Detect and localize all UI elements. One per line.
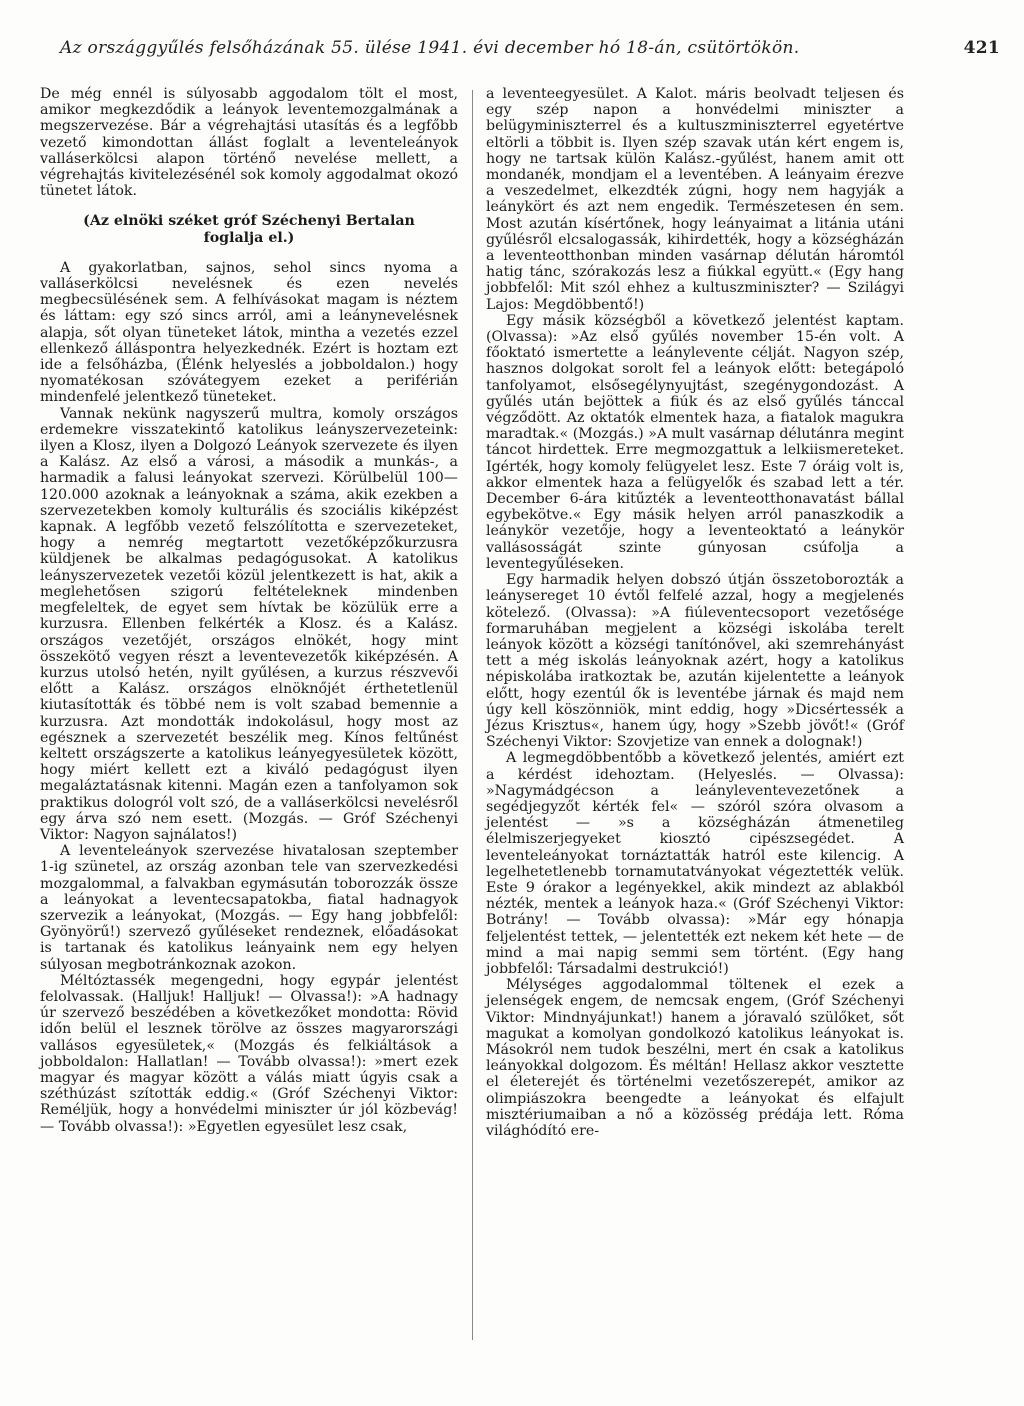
paragraph: De még ennél is súlyosabb aggodalom tölt el most, amikor megkezdődik a leányok leventemozgalmának a megszervezése. Bár a végrehajtási utasítás és a legfőbb vezető kimondottan állást foglalt a leventeleányok valláserkölcsi alapon történő nevelése mellett, a végrehajtás kivitelezésénél sok komoly aggodalmat okozó tünetet látok. [40,86,458,200]
column-divider [472,90,473,1340]
paragraph: Egy másik községből a következő jelentést kaptam. (Olvassa): »Az első gyűlés november 15-én volt. A főoktató ismertette a leánylevente célját. Nagyon szép, hasznos dolgokat sorolt fel a leányok előtt: betegápoló tanfolyamot, elsősegélynyujtást, szegénygondozást. A gyűlés után bejöttek a fiúk és az első gyűlés tánccal végződött. Az oktatók elmentek haza, a fiatalok magukra maradtak.« (Mozgás.) »A mult vasárnap délutánra megint táncot hirdettek. Erre megmozgattuk a lelkiismereteket. Igérték, hogy komoly felügyelet lesz. Este 7 óráig volt is, akkor elmentek haza a felügyelők és szabad lett a tér. December 6-ára kitűzték a leventeotthonavatást bállal egybekötve.« Egy másik helyen arról panaszkodik a leánykör vezetője, hogy a leventeoktató a leánykör vallásosságát szinte gúnyosan csúfolja a leventegyűléseken. [486,312,904,572]
page-number: 421 [963,38,1000,58]
paragraph: Vannak nekünk nagyszerű multra, komoly országos erdemekre visszatekintő katolikus leányszervezeteink: ilyen a Klosz, ilyen a Dolgozó Leányok szervezete és ilyen a Kalász. Az első a városi, a második a munkás-, a harmadik a falusi leányokat szervezi. Körülbelül 100—120.000 azoknak a leányoknak a száma, akik ezekben a szervezetekben komoly kulturális és szociális kiképzést kapnak. A legfőbb vezető felszólította e szervezeteket, hogy a nemrég megtartott vezetőképzőkurzusra küldjenek be alkalmas pedagógusokat. A katolikus leányszervezetek vezetői közül jelentkezett is hat, akik a meglehetősen szigorú feltételeknek mindenben megfeleltek, de egyet sem hívtak be közülük erre a kurzusra. Ellenben felkérték a Klosz. és a Kalász. országos vezetőjét, országos elnökét, hogy mint összekötő vegyen részt a leventevezetők kiképzésén. A kurzus utolsó hetén, nyilt gyűlésen, a kurzus részvevői előtt a Kalász. országos elnöknőjét érthetetlenül kiutasították és többé nem is volt szabad bemennie a kurzusra. Azt mondották indokolásul, hogy most az egésznek a szervezetét beszélik meg. Kínos feltűnést keltett országszerte a katolikus leányegyesületek között, hogy miért kellett ezt a kiváló pedagógust ilyen megaláztatásnak kitenni. Magán ezen a tanfolyamon sok praktikus dologról volt szó, de a valláserkölcsi nevelésről egy árva szó nem esett. (Mozgás. — Gróf Széchenyi Viktor: Nagyon sajnálatos!) [40,405,458,843]
running-header [60,38,1000,58]
running-title: Az országgyűlés felsőházának 55. ülése 1941. évi december hó 18-án, csütörtökön. [60,38,800,58]
right-column [486,86,904,1139]
paragraph: A gyakorlatban, sajnos, sehol sincs nyoma a valláserkölcsi nevelésnek és ezen nevelés megbecsülésének sem. A felhívásokat magam is néztem és láttam: egy szó sincs arról, ami a leánynevelésnek alapja, sőt olyan tüneteket látok, mintha a vezetés ezzel ellenkező álláspontra helyezkednék. Ezért is hoztam ezt ide a felsőházba, (Élénk helyeslés a jobboldalon.) hogy nyomatékosan szóvátegyem ezeket a periférián mindenfelé jelentkező tüneteket. [40,259,458,406]
paragraph: Mélységes aggodalommal töltenek el ezek a jelenségek engem, de nemcsak engem, (Gróf Széchenyi Viktor: Mindnyájunkat!) hanem a jóravaló szülőket, sőt magukat a komolyan gondolkozó katolikus leányokat is. Másokról nem tudok beszélni, mert én csak a katolikus leányokkal dolgozom. És méltán! Hellasz akkor vesztette el életerejét és történelmi vezetőszerepét, amikor az olimpiászokra beengedte a leányokat és elfajult misztériumaiban a nő a közösség prédája lett. Róma világhódító ere- [486,977,904,1139]
paragraph: a leventeegyesület. A Kalot. máris beolvadt teljesen és egy szép napon a honvédelmi miniszter a belügyminiszterrel és a kultuszminiszterrel egyetértve eltörli a többit is. Ilyen szép szavak után kért engem is, hogy ne tartsak külön Kalász.-gyűlést, hanem amit ott mondanék, mondjam el a leventében. A leányaim érezve a veszedelmet, elkezdték zúgni, hogy nem hagyják a leánykört és azt nem engedik. Természetesen én sem. Most azután kísértőnek, hogy leányaimat a litánia utáni gyűlésről elcsalogassák, kihirdették, hogy a községházán a leventeotthonban minden vasárnap délután háromtól hatig tánc, szórakozás lesz a fiúkkal együtt.« (Egy hang jobbfelől: Mit szól ehhez a kultuszminiszter? — Szilágyi Lajos: Megdöbbentő!) [486,86,904,313]
paragraph: A legmegdöbbentőbb a következő jelentés, amiért ezt a kérdést idehoztam. (Helyeslés. — Olvassa): »Nagymádgécson a leányleventevezetőnek a segédjegyzőt kérték fel« — szóról szóra olvasom a jelentést — »s a községházán átmenetileg élelmiszerjegyeket kiosztó cipészsegédet. A leventeleányokat tornáztatták hatról este kilencig. A legelhetetlenebb tornamutatványokat végeztették velük. Este 9 órakor a legényekkel, akik mindezt az ablakból nézték, mentek a leányok haza.« (Gróf Széchenyi Viktor: Botrány! — Tovább olvassa): »Már egy hónapja feljelentést tettek, — jelentették ezt nekem két hete — de mind a mai napig semmi sem történt. (Egy hang jobbfelől: Társadalmi destrukció!) [486,750,904,977]
paragraph: Egy harmadik helyen dobszó útján összetoborozták a leánysereget 10 évtől felfelé azzal, hogy a megjelenés kötelező. (Olvassa): »A fiúleventecsoport vezetősége formaruhában megjelent a községi iskolába terelt leányok között a községi tanítónővel, aki szemrehányást tett a még iskolás leányoknak azért, hogy a katolikus népiskolába iratkoztak be, azután kijelentette a leányok előtt, hogy ezentúl ők is leventébe járnak és majd nem úgy kell köszönniök, mint eddig, hogy »Dicsértessék a Jézus Krisztus«, hanem úgy, hogy »Szebb jövőt!« (Gróf Széchenyi Viktor: Szovjetize van ennek a dolognak!) [486,572,904,751]
left-column [40,86,458,1135]
paragraph: A leventeleányok szervezése hivatalosan szeptember 1-ig szünetel, az ország azonban tele van szervezkedési mozgalommal, a falvakban egymásután toborozzák össze a leányokat a leventecsapatokba, fiatal hadnagyok szervezik a leányokat, (Mozgás. — Egy hang jobbfelől: Gyönyörű!) szervező gyűléseket rendeznek, előadásokat is tartanak és katolikus leányaink nem egy helyen súlyosan megbotránkoznak azokon. [40,843,458,973]
paragraph: Méltóztassék megengedni, hogy egypár jelentést felolvassak. (Halljuk! Halljuk! — Olvassa!): »A hadnagy úr szervező beszédében a következőket mondotta: Rövid időn belül el lesznek törölve az összes magyarországi vallásos egyesületek,« (Mozgás és felkiáltások a jobboldalon: Hallatlan! — Tovább olvassa!): »mert ezek magyar és magyar között a válás miatt úgyis csak a széthúzást szították eddig.« (Gróf Széchenyi Viktor: Reméljük, hogy a honvédelmi miniszter úr jól közbevág! — Tovább olvassa!): »Egyetlen egyesület lesz csak, [40,972,458,1135]
chair-note: (Az elnöki széket gróf Széchenyi Bertalan foglalja el.) [83,213,415,246]
